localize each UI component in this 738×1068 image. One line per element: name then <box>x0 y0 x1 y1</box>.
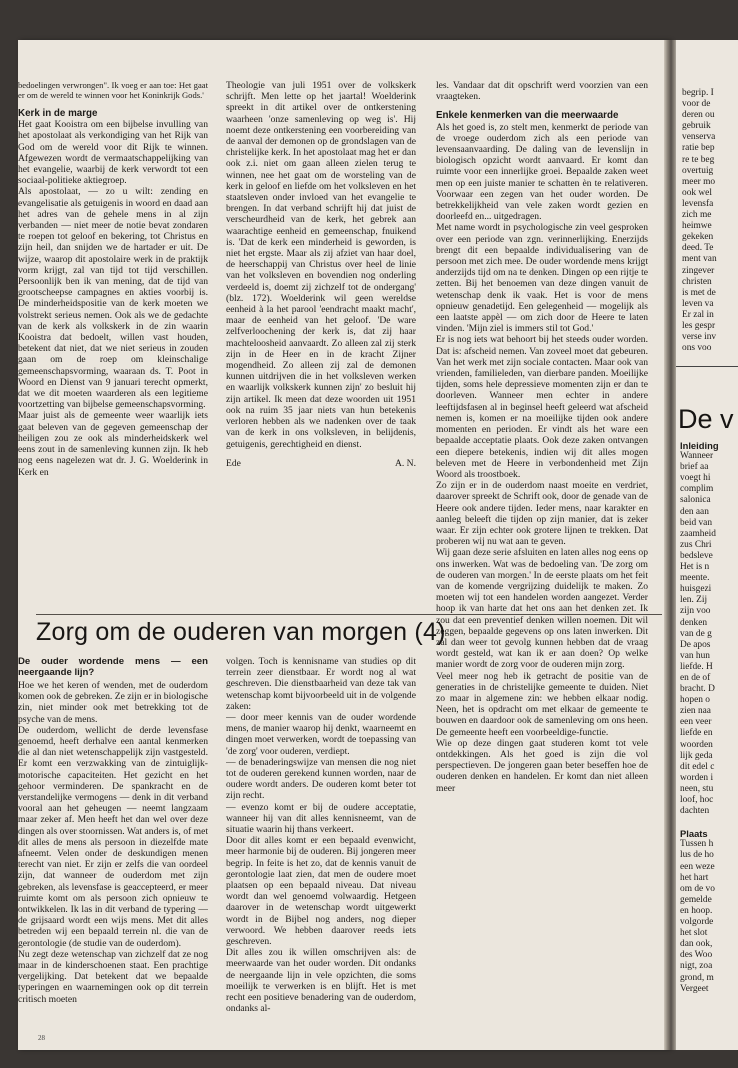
paragraph: De ouderdom, wellicht de derde levensfase genoemd, heeft derhalve een aantal kenmerken die al dan niet wetenschappelijk zijn vastgesteld. Er komt een verzwakking van de zintuiglijk-motorische capaciteiten. Het gezicht en het gehoor verminderen. De spankracht en de verstandelijke vermogens — denk in dit verband vooral aan het geheugen — neemt langzaam maar zeker af. Men heeft het dan wel over deze dingen als over stoornissen. Wat anders is, of met dit alles de mens als persoon in diezelfde mate afneemt. Velen onder de deskundigen menen terecht van niet. Er zijn er zelfs die van oordeel zijn, dat wanneer de ouderdom met zijn gebreken, als levensfase is geaccepteerd, er meer ruimte komt om als persoon zich opnieuw te ontwikkelen. Ik las in dit verband de typering — de grijsaard wordt een wijs mens. Met dit alles betreden wij een bepaald terrein nl. die van de gerontologie (de studie van de ouderdom). <box>18 724 208 949</box>
signature-place: Ede <box>226 457 241 469</box>
fragment-line: worden i <box>680 772 714 783</box>
fragment-line: bedsleve <box>680 550 713 561</box>
paragraph: volgen. Toch is kennisname van studies op dit terrein zeer dienstbaar. Er wordt nog al wat geschreven. Die dienstbaarheid van deze tak van wetenschap komt bijvoorbeeld uit in de volgende zaken: <box>226 656 416 712</box>
fragment-line: het hart <box>680 872 709 883</box>
fragment-line: Tussen h <box>680 839 714 850</box>
section-heading-kerk-in-de-marge: Kerk in de marge <box>18 108 98 119</box>
continued-quote: bedoelingen verwrongen". Ik voeg er aan toe: Het gaat er om de wereld te winnen voor het Koninkrijk Gods.' <box>18 80 208 100</box>
fragment-line: den aan <box>680 506 709 517</box>
fragment-line: heimwe <box>682 221 712 232</box>
next-article-title: De v <box>678 404 734 434</box>
paragraph: Zo zijn er in de ouderdom naast moeite en verdriet, daarover spreekt de Schrift ook, door de genade van de Heere ook andere tijden. Ieder mens, naar karakter en aanleg beleeft die tijden op zijn manier, dat is zeker waar. Er zijn echter ook grotere lijnen te trekken. Dat proberen wij nu wat aan te geven. <box>436 480 648 548</box>
fragment-line: huisgezi <box>680 584 712 595</box>
fragment-line: woorden <box>680 739 713 750</box>
fragment-line: Er zal in <box>682 309 714 320</box>
fragment-line: lijk geda <box>680 750 713 761</box>
paragraph: Als het goed is, zo stelt men, kenmerkt de periode van de vroege ouderdom zich als een periode van levensaanvaarding. De daling van de levenslijn in biologisch opzicht wordt aanvaard. Er komt dan ruimte voor een innerlijke groei. Bepaalde zaken weet men op een juiste manier te schatten èn te relativeren. Voorwaar een zegen van het ouder worden. De betrekkelijkheid van vele zaken wordt gezien en doorleefd en... uitgedragen. <box>436 121 648 223</box>
fragment-line: neen, stu <box>680 783 714 794</box>
fragment-line: meer mo <box>682 176 716 187</box>
fragment-line: nigt, zoa <box>680 961 713 972</box>
fragment-line: meente. <box>680 573 710 584</box>
paragraph-intro: les. Vandaar dat dit opschrift werd voorzien van een vraagteken. <box>436 80 648 103</box>
fragment-line: De apos <box>680 639 711 650</box>
fragment-line: voor de <box>682 99 711 110</box>
fragment-line: zaamheid <box>680 528 716 539</box>
signature-initials: A. N. <box>394 457 416 469</box>
fragment-line: gemelde <box>680 894 712 905</box>
fragment-line: ons voo <box>682 343 712 354</box>
fragment-line: van de g <box>680 628 712 639</box>
fragment-line: lus de ho <box>680 850 714 861</box>
fragment-line: grond, m <box>680 972 714 983</box>
fragment-line: brief aa <box>680 462 709 473</box>
paragraph: Het gaat Kooistra om een bijbelse invulling van het apostolaat als verkondiging van het Rijk van God om de wereld voor dit Rijk te winnen. Afgewezen wordt de vermaatschappelijking van het evangelie, waarbij de kerk verwordt tot een sociaal-politieke aktiegroep. <box>18 119 208 187</box>
paragraph: Wie op deze dingen gaat studeren komt tot vele ontdekkingen. Als het goed is zijn die vol perspectieven. De jongeren gaan beter beseffen hoe de ouderen denken en handelen. Er komt dan niet alleen meer <box>436 737 648 794</box>
paragraph: Veel meer nog heb ik getracht de positie van de generaties in de christelijke gemeente te duiden. Niet zo maar in algemene zin: we hebben elkaar nodig. Neen, het is opdracht om met elkaar de gemeente te bouwen en daardoor ook de samenleving om ons heen. De gemeente heeft een voorbeeldige-functie. <box>436 670 648 738</box>
fragment-line: en hoop. <box>680 905 713 916</box>
fragment-line: len. Zij <box>680 595 708 606</box>
fragment-line: van hun <box>680 650 710 661</box>
fragment-line: ment van <box>682 254 717 265</box>
box-border <box>676 366 738 367</box>
list-item: — evenzo komt er bij de oudere acceptatie, wanneer hij van dit alles kennisneemt, van de situatie waarin hij thans verkeert. <box>226 801 416 836</box>
fragment-line: hopen o <box>680 695 710 706</box>
paragraph: Als apostolaat, — zo u wilt: zending en evangelisatie als getuigenis in woord en daad aan het adres van de gehele mens in al zijn verbanden — niet meer de notie bevat zondaren te roepen tot geloof en bekering, tot Christus en zijn heil, dan snijden we de hartader er uit. De wijze, waarop dit apostolaire werk in de praktijk vorm krijgt, zal van tijd tot tijd verschillen. Persoonlijk ben ik van mening, dat de tijd van grootscheepse campagnes en akties voorbij is. De minderheidspositie van de kerk moeten we volstrekt serieus nemen. Ook als we de gedachte van de kerk als volkskerk in de zin waarin Kooistra dat bedoelt, willen vast houden, betekent dat niet, dat we niet serieus in zouden gaan om de roep om kleinschalige gemeenschapsvorming, waaraan ds. T. Poot in Woord en Dienst van 9 januari terecht opmerkt, dat we dit moeten waarderen als een legitieme voortzetting van bijbelse gemeenschapsvorming. <box>18 186 208 411</box>
list-item: — door meer kennis van de ouder wordende mens, de manier waarop hij denkt, waarneemt en dingen moet verwerken, wordt de toepassing van 'de zorg' voor ouderen, verdiept. <box>226 712 416 757</box>
fragment-line: ratie bep <box>682 143 715 154</box>
paragraph: Hoe we het keren of wenden, met de ouderdom komen ook de gebreken. Ze zijn er in biologische zin, niet minder ook met betrekking tot de psyche van de mens. <box>18 680 208 725</box>
fragment-line: Inleiding <box>680 440 719 451</box>
fragment-line: ook wel <box>682 187 712 198</box>
fragment-line: salonica <box>680 495 711 506</box>
magazine-page <box>18 40 670 1050</box>
fragment-line: loof, hoc <box>680 795 714 805</box>
fragment-line: zingever <box>682 265 715 276</box>
fragment-line: Plaats <box>680 828 708 840</box>
fragment-line: een veer <box>680 717 712 728</box>
author-signature <box>226 458 416 469</box>
fragment-line: denken <box>680 617 708 628</box>
paragraph: Nu zegt deze wetenschap van zichzelf dat ze nog maar in de kinderschoenen staat. Een prachtige vergelijking. Dat betekent dat we bepaalde typeringen en waarnemingen ook op dit terrein critisch moeten <box>18 948 208 1005</box>
paragraph: Dit alles zou ik willen omschrijven als: de meerwaarde van het ouder worden. Dit ondanks de neergaande lijn in vele opzichten, die soms moeilijk te verwerken is en blijft. Het is met recht een positieve benadering van de ouderdom, ondanks al- <box>226 947 416 1015</box>
next-page-fragment <box>676 40 738 1050</box>
fragment-line <box>680 817 738 828</box>
fragment-line: zus Chri <box>680 539 712 550</box>
fragment-line: dit edel c <box>680 761 715 772</box>
fragment-line: begrip. I <box>682 88 714 98</box>
fragment-line: zich me <box>682 210 712 221</box>
fragment-line: Wanneer <box>680 451 714 462</box>
fragment-line: dachten <box>680 806 710 817</box>
fragment-line: les gespr <box>682 320 716 331</box>
paragraph: Maar juist als de gemeente weer waarlijk iets gaat beleven van de gegeven gemeenschap der heiligen zou ze ook als minderheidskerk wel eens zout in de samenleving kunnen zijn. Ik heb nog eens nagelezen wat dr. J. G. Woelderink in Kerk en <box>18 410 208 478</box>
fragment-line: zien naa <box>680 706 711 717</box>
fragment-line: Het is n <box>680 562 710 573</box>
fragment-line: gekeken <box>682 232 714 243</box>
fragment-line: leven va <box>682 298 714 309</box>
article-title: Zorg om de ouderen van morgen (4) <box>36 618 446 646</box>
fragment-line: beid van <box>680 517 713 528</box>
next-page-column-top <box>682 88 738 354</box>
fragment-line: deed. Te <box>682 243 714 254</box>
fragment-line: gebruik <box>682 121 711 132</box>
article-column-a <box>18 656 208 1036</box>
fragment-line: liefde. H <box>680 661 713 672</box>
paragraph: Door dit alles komt er een bepaald evenwicht, meer harmonie bij de ouderen. Bij jongeren meer begrip. In feite is het zo, dat de kennis vanuit de gerontologie laat zien, dat men de oudere moet plaatsen op een bepaald niveau. Dat niveau wordt dan wel genoemd volwaardig. Hetgeen daarover in de wetenschap wordt uitgewerkt wordt in de Bijbel nog anders, nog dieper verwoord. We hebben daarover reeds iets geschreven. <box>226 835 416 948</box>
paragraph: Theologie van juli 1951 over de volkskerk schrijft. Men lette op het jaartal! Woelderink spreekt in dit artikel over de ontkerstening waarheen 'onze samenleving op weg is'. Hij noemt deze ontkerstening een voorbereiding van de aanval der demonen op de grondslagen van de christelijke kerk. In het apostolaat mag het er dan ook z.i. niet om gaan alleen zielen terug te winnen, nee het gaat om de worsteling van de kerk in geloof en liefde om het volksleven en het staatsleven onder invloed van het evangelie te brengen. In dat verband schrijft hij dat juist de verscheurdheid van de kerk, het gebrek aan waarachtige eenheid en gemeenschap, fnuikend is. 'Dat de kerk een minderheid is geworden, is niet het ergste. Maar als zij afziet van haar doel, de heerschappij van Christus over heel de linie van het volksleven en bovendien nog onderling verdeeld is, doemt zij zichzelf tot de ondergang' (blz. 172). Woelderink wil geen wereldse eenheid à la het parool 'eendracht maakt macht', maar de eenheid van het geloof. 'De ware zelfverloochening der kerk is, dat zij haar machteloosheid aanvaardt. Zo alleen zal zij sterk zijn in de Heer en in de kracht Zijner mogendheid. Zo alleen zij zal de demonen kunnen uitdrijven die in het volksleven werken en waarlijk volkskerk kunnen zijn' zo besluit hij zijn artikel. Ik meen dat deze woorden uit 1951 ook na ruim 35 jaar niets van hun betekenis verloren hebben als we nadenken over de taak van de kerk in ons volksleven, in belijdenis, getuigenis, gerechtigheid en dienst. <box>226 80 416 450</box>
column-right <box>436 80 648 1050</box>
section-divider <box>36 614 662 615</box>
fragment-line: om de vo <box>680 883 715 894</box>
fragment-line: complim <box>680 484 714 495</box>
fragment-line: deren ou <box>682 110 715 121</box>
article-deck: De ouder wordende mens — een neergaande lijn? <box>18 656 208 678</box>
paragraph: Wij gaan deze serie afsluiten en laten alles nog eens op ons inwerken. Wat was de bedoeling van. 'De zorg om de ouderen van morgen.' In de eerste plaats om het feit van de komende vergrijzing duidelijk te maken. Zo moeten wij tot een handelen worden aangezet. Verder hoop ik van harte dat het ons aan het denken zet. Ik zou dat een preventief denken willen noemen. Dit wil zeggen, bepaalde gegevens op ons laten inwerken. Dit zal dan weer tot gevolg kunnen hebben dat de vraag wordt gesteld, wat kan ik er aan doen? Op welke manier wordt de zorg voor de ouderen mijn zorg. <box>436 547 648 671</box>
section-heading-kenmerken: Enkele kenmerken van die meerwaarde <box>436 110 619 122</box>
article-column-b <box>226 656 416 1036</box>
fragment-line: overtuig <box>682 165 714 176</box>
fragment-line: liefde en <box>680 728 713 739</box>
column-middle <box>226 80 416 595</box>
next-page-column-bottom <box>680 440 738 995</box>
paragraph: Er is nog iets wat behoort bij het steeds ouder worden. Dat is: afscheid nemen. Van zoveel moet dat gebeuren. Van het werk met zijn sociale contacten. Maar ook van vrienden, familieleden, van dierbare panden. Moeilijke tijden, soms hele depressieve momenten zijn er dan te doorleven. Wanneer men echter in andere leeftijdsfasen al in beginsel heeft geleerd wat afscheid nemen is, komen er na moeilijke tijden ook andere momenten en perioden. Er vindt als het ware een bepaalde acceptatie plaats. Ook deze zaken ontvangen een diepere betekenis, indien wij dit alles mogen beleven met de Heere in verbondenheid met Zijn Woord als troostboek. <box>436 334 648 480</box>
fragment-line: levensfa <box>682 198 714 209</box>
fragment-line: het slot <box>680 928 708 939</box>
fragment-line: bracht. D <box>680 684 715 695</box>
list-item: — de benaderingswijze van mensen die nog niet tot de ouderen gerekend kunnen worden, naar de oudere wordt anders. De ouderen komt beter tot zijn recht. <box>226 756 416 802</box>
paragraph: Met name wordt in psychologische zin veel gesproken over een periode van zgn. verinnerlijking. Enerzijds brengt dit een bepaalde individualisering van de persoon met zich mee. De ouder wordende mens krijgt anderzijds tijd om na te denken. Dingen op een rijtje te zetten. Bij het benoemen van deze dingen vanuit de wetenschap denk ik vaak. Het is voor de mens opnieuw genadetijd. Een gelegenheid — mogelijk als een laatste appèl — om zich door de Heere te laten vinden. 'Mijn ziel is immers stil tot God.' <box>436 222 648 335</box>
fragment-line: dan ook, <box>680 939 713 950</box>
fragment-line: Vergeet <box>680 983 709 994</box>
column-left <box>18 80 208 600</box>
fragment-line: verse inv <box>682 332 717 343</box>
fragment-line: en de of <box>680 672 711 683</box>
fragment-line: voegt hi <box>680 473 711 484</box>
fragment-line: is met de <box>682 287 716 298</box>
page-number: 28 <box>38 1034 45 1042</box>
fragment-line: zijn voo <box>680 606 711 617</box>
fragment-line: des Woo <box>680 950 713 961</box>
fragment-line: volgorde <box>680 917 714 928</box>
fragment-line: re te beg <box>682 154 715 165</box>
fragment-line: venserva <box>682 132 716 143</box>
fragment-line: christen <box>682 276 712 287</box>
fragment-line: een weze <box>680 861 715 872</box>
